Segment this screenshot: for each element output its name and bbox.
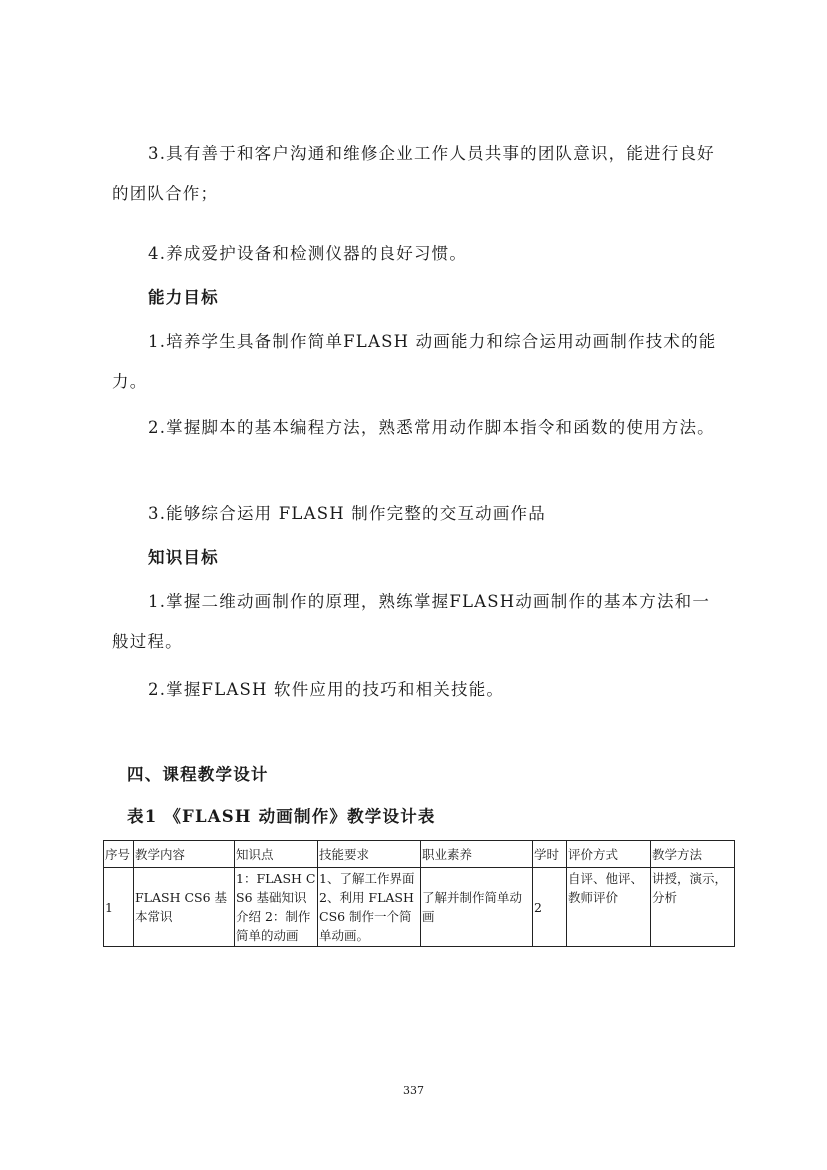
header-no: 序号 bbox=[104, 841, 134, 868]
cell-literacy: 了解并制作简单动画 bbox=[421, 868, 533, 947]
paragraph-ability-3: 3.能够综合运用 FLASH 制作完整的交互动画作品 bbox=[148, 504, 546, 523]
paragraph-ability-2: 2.掌握脚本的基本编程方法，熟悉常用动作脚本指令和函数的使用方法。 bbox=[148, 418, 715, 437]
page-number: 337 bbox=[403, 1084, 424, 1097]
header-hours: 学时 bbox=[533, 841, 567, 868]
cell-skills: 1、了解工作界面 2、利用 FLASH CS6 制作一个简单动画。 bbox=[318, 868, 421, 947]
table-row bbox=[104, 868, 735, 947]
header-knowledge: 知识点 bbox=[235, 841, 318, 868]
paragraph-teamwork: 3.具有善于和客户沟通和维修企业工作人员共事的团队意识，能进行良好的团队合作； bbox=[112, 144, 715, 203]
header-evaluation: 评价方式 bbox=[567, 841, 651, 868]
paragraph-knowledge-1: 1.掌握二维动画制作的原理，熟练掌握FLASH动画制作的基本方法和一般过程。 bbox=[112, 592, 711, 651]
cell-evaluation: 自评、他评、教师评价 bbox=[567, 868, 651, 947]
table-caption: 表1 《FLASH 动画制作》教学设计表 bbox=[127, 807, 436, 826]
cell-method: 讲授，演示，分析 bbox=[651, 868, 735, 947]
cell-content: FLASH CS6 基本常识 bbox=[134, 868, 235, 947]
section-title: 四、课程教学设计 bbox=[127, 765, 269, 784]
cell-no: 1 bbox=[104, 868, 134, 947]
heading-knowledge-goals: 知识目标 bbox=[148, 548, 219, 567]
header-skills: 技能要求 bbox=[318, 841, 421, 868]
paragraph-ability-1: 1.培养学生具备制作简单FLASH 动画能力和综合运用动画制作技术的能力。 bbox=[112, 332, 717, 391]
table-header-row bbox=[104, 841, 735, 868]
cell-knowledge: 1：FLASH CS6 基础知识介绍 2：制作简单的动画 bbox=[235, 868, 318, 947]
teaching-design-table bbox=[103, 840, 735, 947]
header-literacy: 职业素养 bbox=[421, 841, 533, 868]
paragraph-equipment-care: 4.养成爱护设备和检测仪器的良好习惯。 bbox=[148, 244, 468, 263]
heading-ability-goals: 能力目标 bbox=[148, 288, 219, 307]
cell-hours: 2 bbox=[533, 868, 567, 947]
header-method: 教学方法 bbox=[651, 841, 735, 868]
header-content: 教学内容 bbox=[134, 841, 235, 868]
paragraph-knowledge-2: 2.掌握FLASH 软件应用的技巧和相关技能。 bbox=[148, 680, 505, 699]
